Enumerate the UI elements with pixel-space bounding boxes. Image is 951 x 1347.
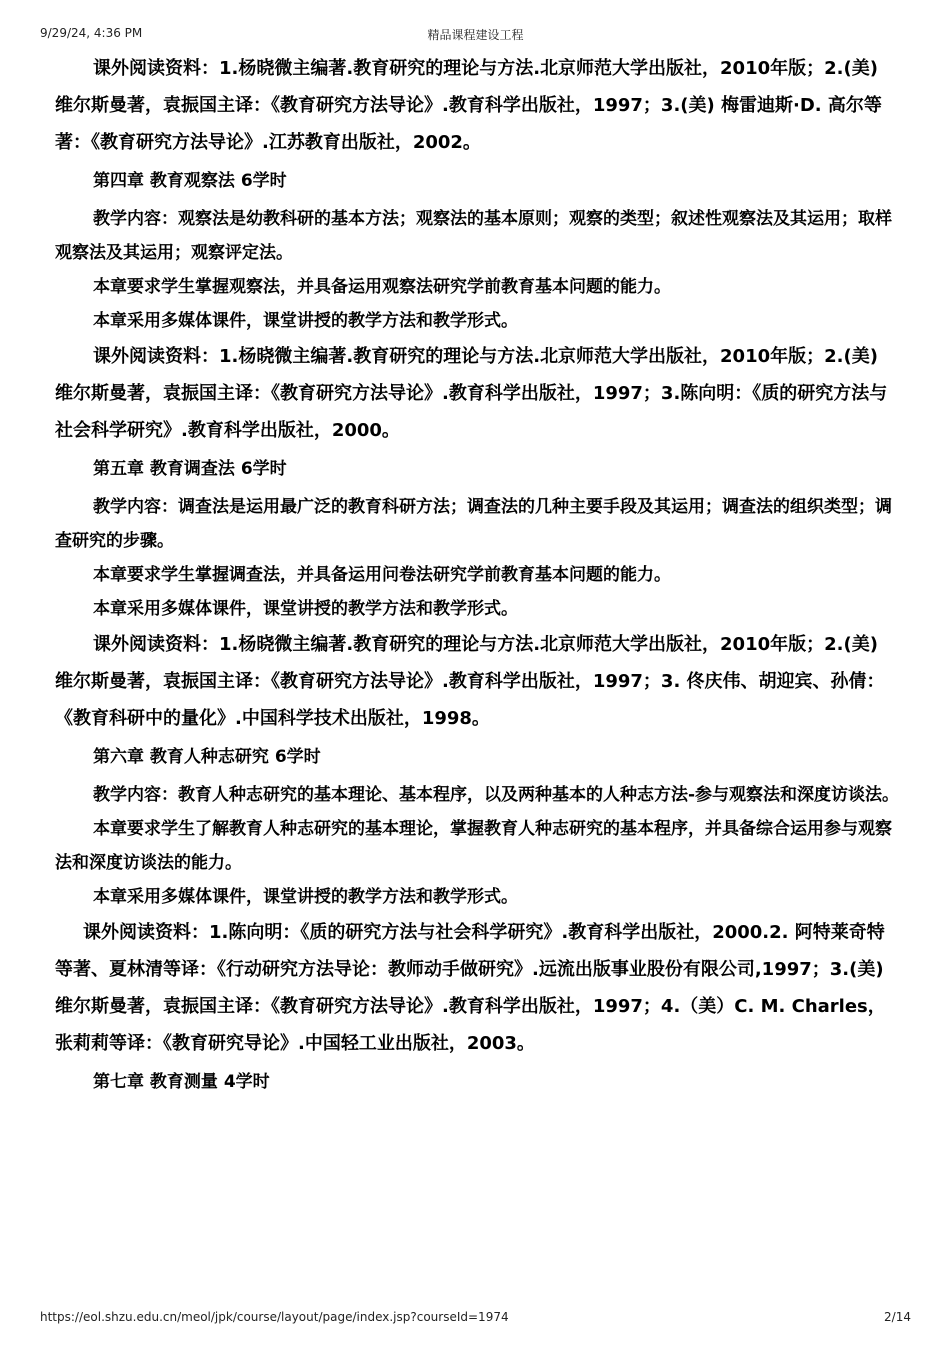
print-datetime: 9/29/24, 4:36 PM <box>40 26 143 40</box>
ch6-heading: 第六章 教育人种志研究 6学时 <box>93 747 321 767</box>
ch4-heading: 第四章 教育观察法 6学时 <box>93 171 287 191</box>
ch6-reading-list: 课外阅读资料：1.陈向明：《质的研究方法与社会科学研究》.教育科学出版社，2000.2. 阿特莱奇特等著、夏林清等译：《行动研究方法导论：教师动手做研究》.远流出版事业股份有限公司,1997；3.(美) 维尔斯曼著，袁振国主译：《教育研究方法导论》.教育科学出版社，1997；4.（美）C. M. Charles，张莉莉等译：《教育研究导论》.中国轻工业出版社，2003。 <box>55 922 886 1054</box>
ch4-method: 本章采用多媒体课件，课堂讲授的教学方法和教学形式。 <box>93 311 518 331</box>
ch5-reading-list: 课外阅读资料：1.杨晓微主编著.教育研究的理论与方法.北京师范大学出版社，2010年版；2.(美) 维尔斯曼著，袁振国主译：《教育研究方法导论》.教育科学出版社，1997；3. 佟庆伟、胡迎宾、孙倩：《教育科研中的量化》.中国科学技术出版社，1998。 <box>55 634 885 729</box>
ch6-requirement: 本章要求学生了解教育人种志研究的基本理论，掌握教育人种志研究的基本程序，并具备综合运用参与观察法和深度访谈法的能力。 <box>55 819 892 873</box>
ch4-reading-list: 课外阅读资料：1.杨晓微主编著.教育研究的理论与方法.北京师范大学出版社，2010年版；2.(美) 维尔斯曼著，袁振国主译：《教育研究方法导论》.教育科学出版社，1997；3.陈向明：《质的研究方法与社会科学研究》.教育科学出版社，2000。 <box>55 346 888 441</box>
page-url: https://eol.shzu.edu.cn/meol/jpk/course/layout/page/index.jsp?courseId=1974 <box>40 1310 509 1324</box>
ch4-content: 教学内容：观察法是幼教科研的基本方法；观察法的基本原则；观察的类型；叙述性观察法及其运用；取样观察法及其运用；观察评定法。 <box>55 209 892 263</box>
ch6-content: 教学内容：教育人种志研究的基本理论、基本程序，以及两种基本的人种志方法-参与观察法和深度访谈法。 <box>93 785 900 805</box>
ch4-requirement: 本章要求学生掌握观察法，并具备运用观察法研究学前教育基本问题的能力。 <box>93 277 671 297</box>
page-header-title: 精品课程建设工程 <box>427 28 524 42</box>
ch5-content: 教学内容：调查法是运用最广泛的教育科研方法；调查法的几种主要手段及其运用；调查法的组织类型；调查研究的步骤。 <box>55 497 892 551</box>
ch5-method: 本章采用多媒体课件，课堂讲授的教学方法和教学形式。 <box>93 599 518 619</box>
ch7-heading: 第七章 教育测量 4学时 <box>93 1072 270 1092</box>
ch5-requirement: 本章要求学生掌握调查法，并具备运用问卷法研究学前教育基本问题的能力。 <box>93 565 671 585</box>
ch3-reading-list: 课外阅读资料：1.杨晓微主编著.教育研究的理论与方法.北京师范大学出版社，2010年版；2.(美) 维尔斯曼著，袁振国主译：《教育研究方法导论》.教育科学出版社，1997；3.(美) 梅雷迪斯·D. 高尔等著：《教育研究方法导论》.江苏教育出版社，2002。 <box>55 58 882 153</box>
document-body <box>55 50 900 1103</box>
page-number: 2/14 <box>884 1310 911 1324</box>
ch5-heading: 第五章 教育调查法 6学时 <box>93 459 287 479</box>
ch6-method: 本章采用多媒体课件，课堂讲授的教学方法和教学形式。 <box>93 887 518 907</box>
